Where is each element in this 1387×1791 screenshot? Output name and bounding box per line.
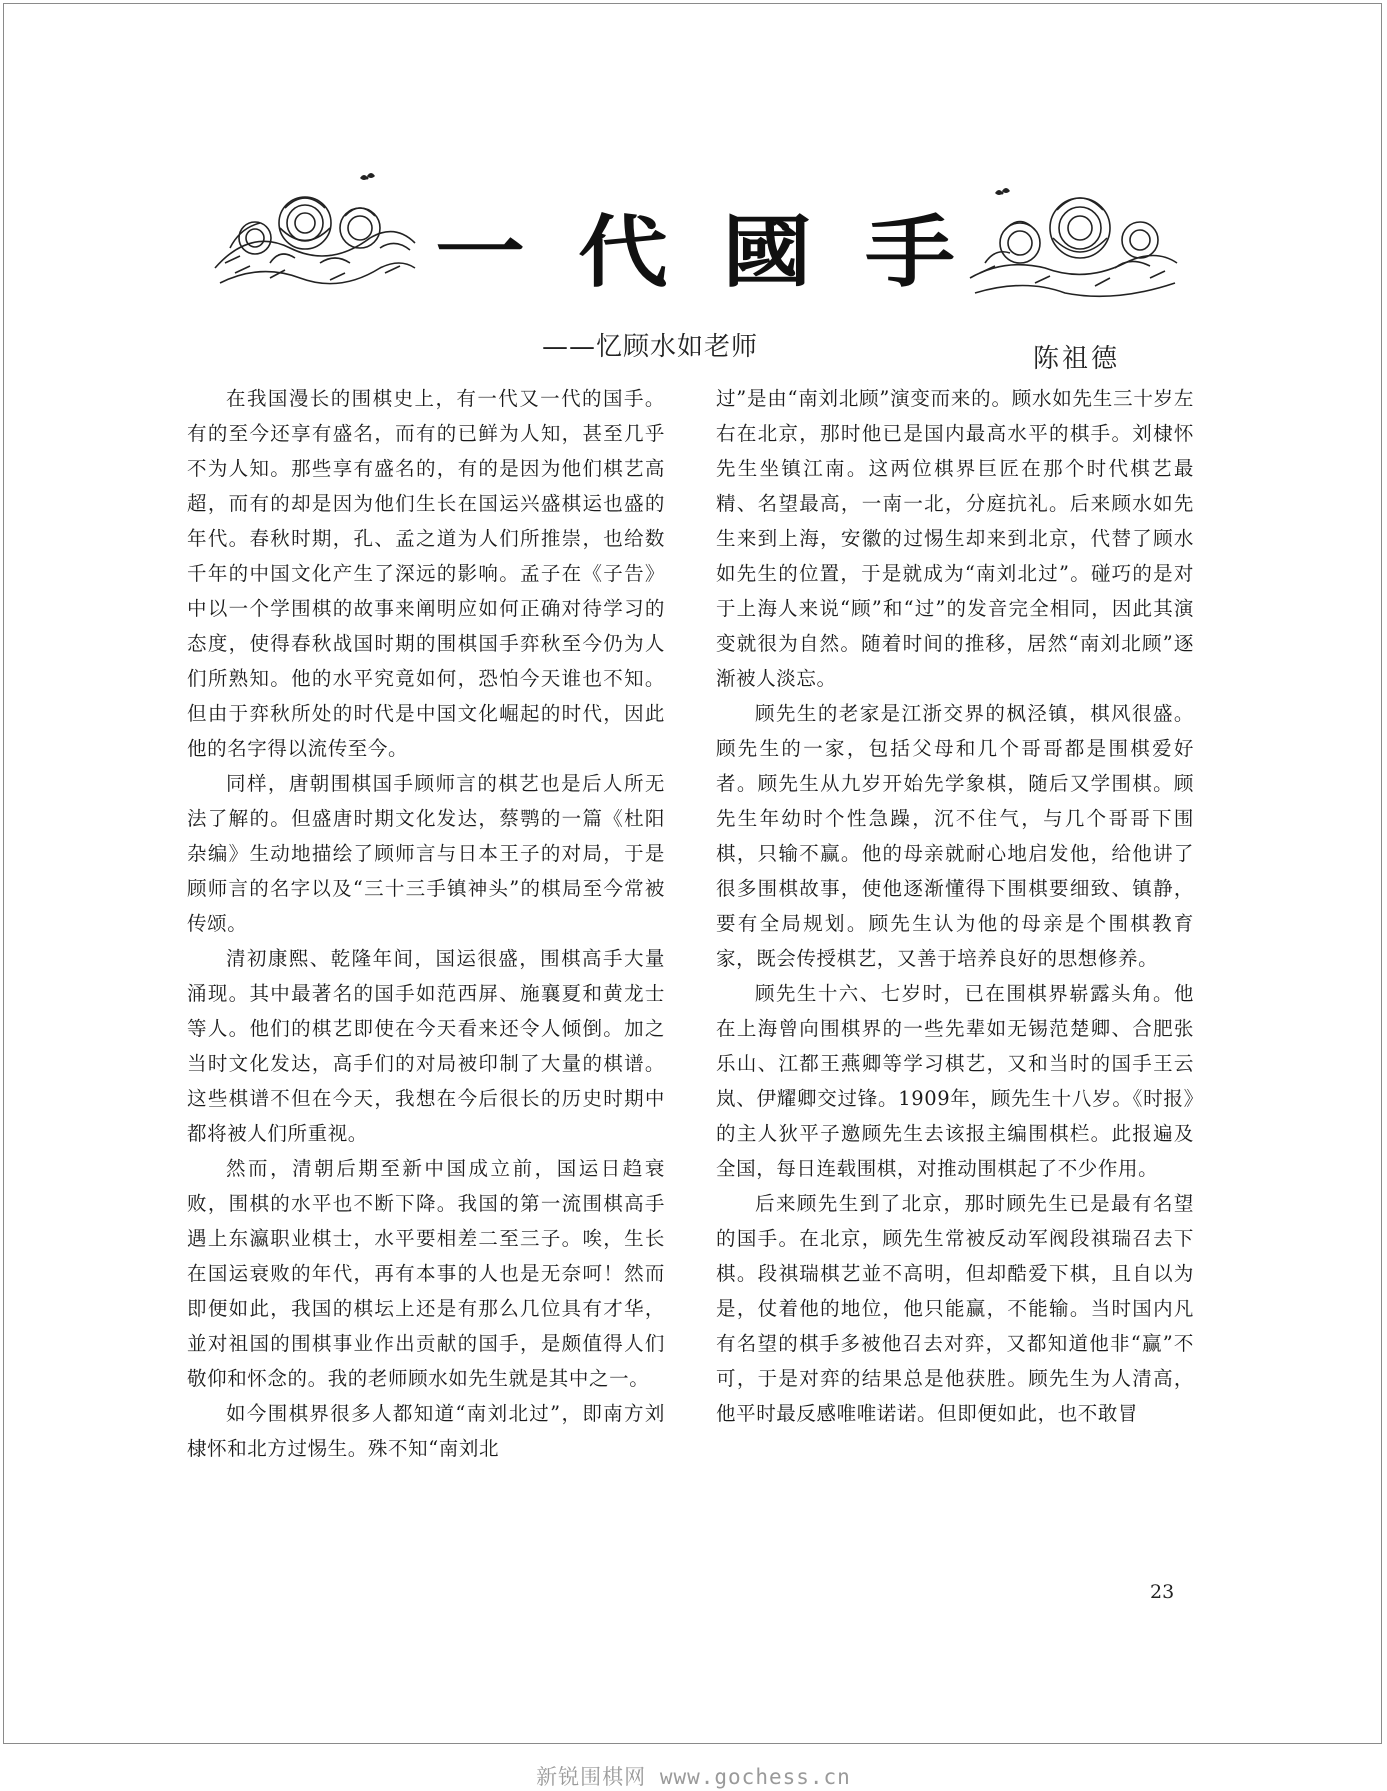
- paragraph: 同样，唐朝围棋国手顾师言的棋艺也是后人所无法了解的。但盛唐时期文化发达，蔡鹗的一篇《杜阳杂编》生动地描绘了顾师言与日本王子的对局，于是顾师言的名字以及“三十三手镇神头”的棋局至今常被传颂。: [187, 772, 665, 935]
- title-banner: [210, 168, 1180, 308]
- author-name: 陈祖德: [1033, 344, 1121, 374]
- title-char-4: 手: [865, 207, 955, 298]
- article-column-right: [716, 381, 1194, 1431]
- title-char-2: 代: [578, 207, 669, 298]
- article-column-left: [187, 381, 665, 1466]
- site-watermark: 新锐围棋网 www.gochess.cn: [536, 1765, 851, 1789]
- paragraph: 过”是由“南刘北顾”演变而来的。顾水如先生三十岁左右在北京，那时他已是国内最高水平的棋手。刘棣怀先生坐镇江南。这两位棋界巨匠在那个时代棋艺最精、名望最高，一南一北，分庭抗礼。后来顾水如先生来到上海，安徽的过惕生却来到北京，代替了顾水如先生的位置，于是就成为“南刘北过”。碰巧的是对于上海人来说“顾”和“过”的发音完全相同，因此其演变就很为自然。随着时间的推移，居然“南刘北顾”逐渐被人淡忘。: [716, 387, 1194, 690]
- peony-ornament-left-icon: [210, 168, 420, 308]
- paragraph: 顾先生的老家是江浙交界的枫泾镇，棋风很盛。顾先生的一家，包括父母和几个哥哥都是围棋爱好者。顾先生从九岁开始先学象棋，随后又学围棋。顾先生年幼时个性急躁，沉不住气，与几个哥哥下围棋，只输不赢。他的母亲就耐心地启发他，给他讲了很多围棋故事，使他逐渐懂得下围棋要细致、镇静，要有全局规划。顾先生认为他的母亲是个围棋教育家，既会传授棋艺，又善于培养良好的思想修养。: [716, 702, 1194, 970]
- paragraph: 然而，清朝后期至新中国成立前，国运日趋衰败，围棋的水平也不断下降。我国的第一流围棋高手遇上东瀛职业棋士，水平要相差二至三子。唉，生长在国运衰败的年代，再有本事的人也是无奈呵！然而即便如此，我国的棋坛上还是有那么几位具有才华，並对祖国的围棋事业作出贡献的国手，是颇值得人们敬仰和怀念的。我的老师顾水如先生就是其中之一。: [187, 1157, 665, 1390]
- subtitle: ——忆顾水如老师: [542, 332, 759, 362]
- page-number: 23: [1150, 1581, 1175, 1603]
- title-char-3: 國: [721, 207, 812, 298]
- paragraph: 清初康熙、乾隆年间，国运很盛，围棋高手大量涌现。其中最著名的国手如范西屏、施襄夏和黄龙士等人。他们的棋艺即使在今天看来还令人倾倒。加之当时文化发达，高手们的对局被印制了大量的棋谱。这些棋谱不但在今天，我想在今后很长的历史时期中都将被人们所重视。: [187, 947, 665, 1145]
- main-title: [430, 208, 960, 298]
- paragraph: 如今围棋界很多人都知道“南刘北过”，即南方刘棣怀和北方过惕生。殊不知“南刘北: [187, 1402, 665, 1460]
- paragraph: 后来顾先生到了北京，那时顾先生已是最有名望的国手。在北京，顾先生常被反动军阀段祺瑞召去下棋。段祺瑞棋艺並不高明，但却酷爱下棋，且自以为是，仗着他的地位，他只能赢，不能输。当时国内凡有名望的棋手多被他召去对弈，又都知道他非“赢”不可，于是对弈的结果总是他获胜。顾先生为人清高，他平时最反感唯唯诺诺。但即便如此，也不敢冒: [716, 1192, 1194, 1425]
- paragraph: 在我国漫长的围棋史上，有一代又一代的国手。有的至今还享有盛名，而有的已鲜为人知，甚至几乎不为人知。那些享有盛名的，有的是因为他们棋艺高超，而有的却是因为他们生长在国运兴盛棋运也盛的年代。春秋时期，孔、孟之道为人们所推崇，也给数千年的中国文化产生了深远的影响。孟子在《子告》中以一个学围棋的故事来阐明应如何正确对待学习的态度，使得春秋战国时期的围棋国手弈秋至今仍为人们所熟知。他的水平究竟如何，恐怕今天谁也不知。但由于弈秋所处的时代是中国文化崛起的时代，因此他的名字得以流传至今。: [187, 387, 665, 760]
- paragraph: 顾先生十六、七岁时，已在围棋界崭露头角。他在上海曾向围棋界的一些先辈如无锡范楚卿、合肥张乐山、江都王燕卿等学习棋艺，又和当时的国手王云岚、伊耀卿交过锋。1909年，顾先生十八岁。《时报》的主人狄平子邀顾先生去该报主编围棋栏。此报遍及全国，每日连载围棋，对推动围棋起了不少作用。: [716, 982, 1194, 1180]
- peony-ornament-right-icon: [965, 168, 1180, 308]
- title-char-1: 一: [435, 207, 525, 298]
